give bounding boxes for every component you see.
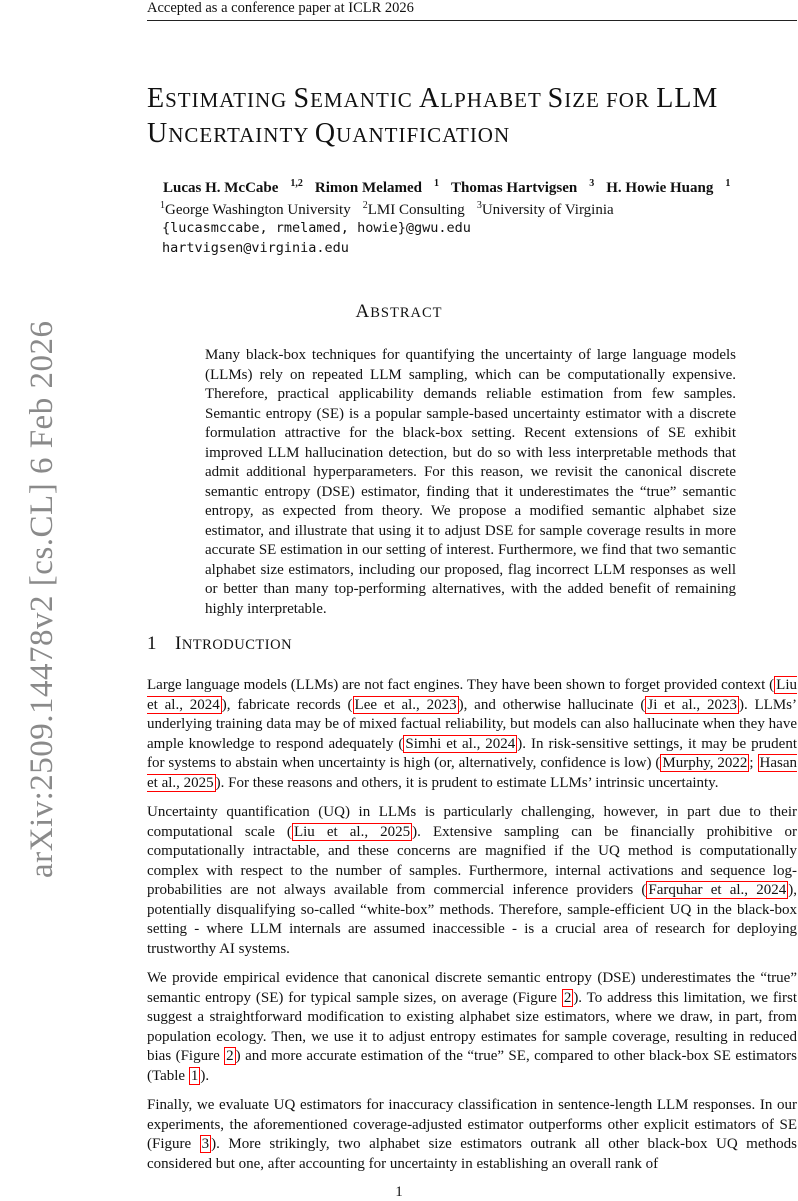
title-smallcaps: STIMATING	[165, 88, 294, 112]
title-capital: A	[419, 83, 441, 114]
citation-link[interactable]: 2	[563, 989, 572, 1006]
section-heading-introduction: 1 INTRODUCTION	[147, 633, 293, 654]
title-smallcaps: EMANTIC	[310, 88, 420, 112]
email-address: hartvigsen@virginia.edu	[162, 240, 349, 256]
paragraph-text: ), potentially disqualifying so-called “white-box” methods. Therefore, sample-efficient UQ in the black-box setting - where LLM internals are assumed inaccessible - is a crucial area of research for deploying trustworthy AI systems.	[147, 882, 797, 957]
affiliation-list	[160, 200, 626, 219]
paragraph-text: ). To address this limitation, we first suggest a straightforward modification to existing alphabet size estimators, where we draw, in part, from population ecology. Then, we use it to adjust entropy estimates for sample coverage, resulting in reduced bias (Figure	[147, 989, 798, 1064]
author-name: H. Howie Huang	[606, 180, 714, 196]
intro-paragraph	[147, 969, 797, 1086]
title-smallcaps: LPHABET	[440, 88, 548, 112]
email-list	[162, 218, 471, 258]
author	[606, 180, 730, 196]
affiliation	[363, 202, 465, 218]
affiliation	[477, 202, 614, 218]
paragraph-text: ) and more accurate estimation of the “true” SE, compared to other black-box SE estimators (Table	[147, 1048, 797, 1084]
paragraph-text: ). LLMs’ underlying training data may be of mixed factual reliability, but models can also hallucinate when they have ample knowledge to respond adequately (	[147, 696, 798, 752]
paragraph-text: ).	[200, 1067, 210, 1084]
paragraph-text: Uncertainty quantification (UQ) in LLMs is particularly challenging, however, in part due to their computational scale (	[147, 804, 797, 840]
title-capital: Q	[314, 118, 337, 149]
citation-link[interactable]: 2	[226, 1048, 234, 1064]
author-affiliation-marker: 3	[589, 178, 595, 189]
header-rule	[147, 20, 797, 21]
citation-link[interactable]: 1	[190, 1067, 199, 1084]
author-affiliation-marker: 1,2	[290, 178, 303, 189]
affiliation-marker: 1	[160, 200, 165, 211]
affiliation-marker: 3	[476, 200, 482, 211]
author-affiliation-marker: 1	[725, 178, 731, 189]
citation-link[interactable]: Liu et al., 2025	[293, 823, 411, 840]
citation-link[interactable]: Murphy, 2022	[662, 755, 748, 771]
author-list	[163, 178, 742, 197]
title-smallcaps: NCERTAINTY	[168, 123, 315, 147]
citation-link[interactable]: Hasan et al., 2025	[147, 755, 798, 791]
title-capital: U	[147, 118, 169, 149]
author	[163, 180, 303, 196]
paragraph-text: ), and otherwise hallucinate (	[458, 696, 646, 713]
page-number: 1	[395, 1184, 403, 1200]
citation-link[interactable]: Lee et al., 2023	[354, 696, 457, 713]
author	[315, 180, 439, 196]
paragraph-text: ), fabricate records (	[221, 696, 353, 713]
citation-link[interactable]: Liu et al., 2024	[147, 677, 797, 713]
paragraph-text: ;	[749, 755, 758, 771]
citation-link[interactable]: Farquhar et al., 2024	[648, 882, 787, 898]
arxiv-stamp: arXiv:2509.14478v2 [cs.CL] 6 Feb 2026	[24, 320, 60, 878]
running-header: Accepted as a conference paper at ICLR 2026	[147, 0, 414, 16]
title-smallcaps: IZE FOR	[564, 88, 657, 112]
paragraph-text: ). In risk-sensitive settings, it may be prudent for systems to abstain when uncertainty is high (or, alternatively, confidence is low) (	[147, 735, 797, 771]
abstract-heading: ABSTRACT	[355, 301, 443, 322]
title-capital: S	[293, 83, 311, 114]
author-affiliation-marker: 1	[434, 178, 439, 189]
intro-paragraph	[147, 676, 797, 793]
title-capital: E	[147, 83, 166, 114]
title-line-2	[147, 117, 718, 152]
affiliation	[160, 202, 351, 218]
affiliation-name: LMI Consulting	[367, 202, 465, 218]
citation-link[interactable]: 3	[201, 1136, 210, 1152]
intro-paragraph	[147, 803, 797, 959]
author-name: Thomas Hartvigsen	[451, 180, 578, 196]
paragraph-text: Large language models (LLMs) are not fact engines. They have been shown to forget provided context (	[147, 677, 775, 693]
title-line-1	[147, 82, 718, 117]
paragraph-text: ). For these reasons and others, it is prudent to estimate LLMs’ intrinsic uncertainty.	[215, 774, 719, 791]
author-name: Rimon Melamed	[314, 180, 422, 196]
title-capital: LLM	[656, 83, 719, 114]
title-capital: S	[547, 83, 565, 114]
author	[451, 180, 594, 196]
paragraph-text: ). Extensive sampling can be financially prohibitive or computationally intractable, and these concerns are magnified if the UQ method is computationally complex with respect to the number of samples. Furthermore, internal activations and sequence log-probabilities are not always available from commercial inference providers (	[147, 823, 797, 898]
affiliation-name: University of Virginia	[481, 202, 614, 218]
author-name: Lucas H. McCabe	[163, 180, 279, 196]
intro-paragraph	[147, 1096, 797, 1174]
email-address: {lucasmccabe, rmelamed, howie}@gwu.edu	[162, 220, 471, 236]
affiliation-name: George Washington University	[165, 202, 351, 218]
introduction-body	[147, 676, 797, 1184]
citation-link[interactable]: Simhi et al., 2024	[405, 735, 516, 752]
title-smallcaps: UANTIFICATION	[336, 123, 511, 147]
citation-link[interactable]: Ji et al., 2023	[647, 696, 737, 713]
affiliation-marker: 2	[362, 200, 368, 211]
paragraph-text: We provide empirical evidence that canonical discrete semantic entropy (DSE) underestimates the “true” semantic entropy (SE) for typical sample sizes, on average (Figure	[147, 970, 797, 1006]
paper-title	[147, 82, 718, 152]
paragraph-text: Finally, we evaluate UQ estimators for inaccuracy classification in sentence-length LLM responses. In our experiments, the aforementioned coverage-adjusted estimator outperforms other explicit estimators of SE (Figure	[147, 1097, 797, 1152]
abstract-text: Many black-box techniques for quantifying the uncertainty of large language models (LLMs) rely on repeated LLM sampling, which can be computationally expensive. Therefore, practical applicability demands reliable estimation from few samples. Semantic entropy (SE) is a popular sample-based uncertainty estimator with a discrete formulation attractive for the black-box setting. Recent extensions of SE exhibit improved LLM hallucination detection, but do so with less interpretable methods that admit additional hyperparameters. For this reason, we revisit the canonical discrete semantic entropy (DSE) estimator, finding that it underestimates the “true” semantic entropy, as expected from theory. We propose a modified semantic alphabet size estimator, and illustrate that using it to adjust DSE for sample coverage results in more accurate SE estimation in our setting of interest. Furthermore, we find that two semantic alphabet size estimators, including our proposed, flag incorrect LLM responses as well or better than many top-performing alternatives, with the added benefit of remaining highly interpretable.	[205, 347, 736, 617]
paragraph-text: ). More strikingly, two alphabet size estimators outrank all other black-box UQ methods considered but one, after accounting for uncertainty in establishing an overall rank of	[147, 1136, 797, 1172]
